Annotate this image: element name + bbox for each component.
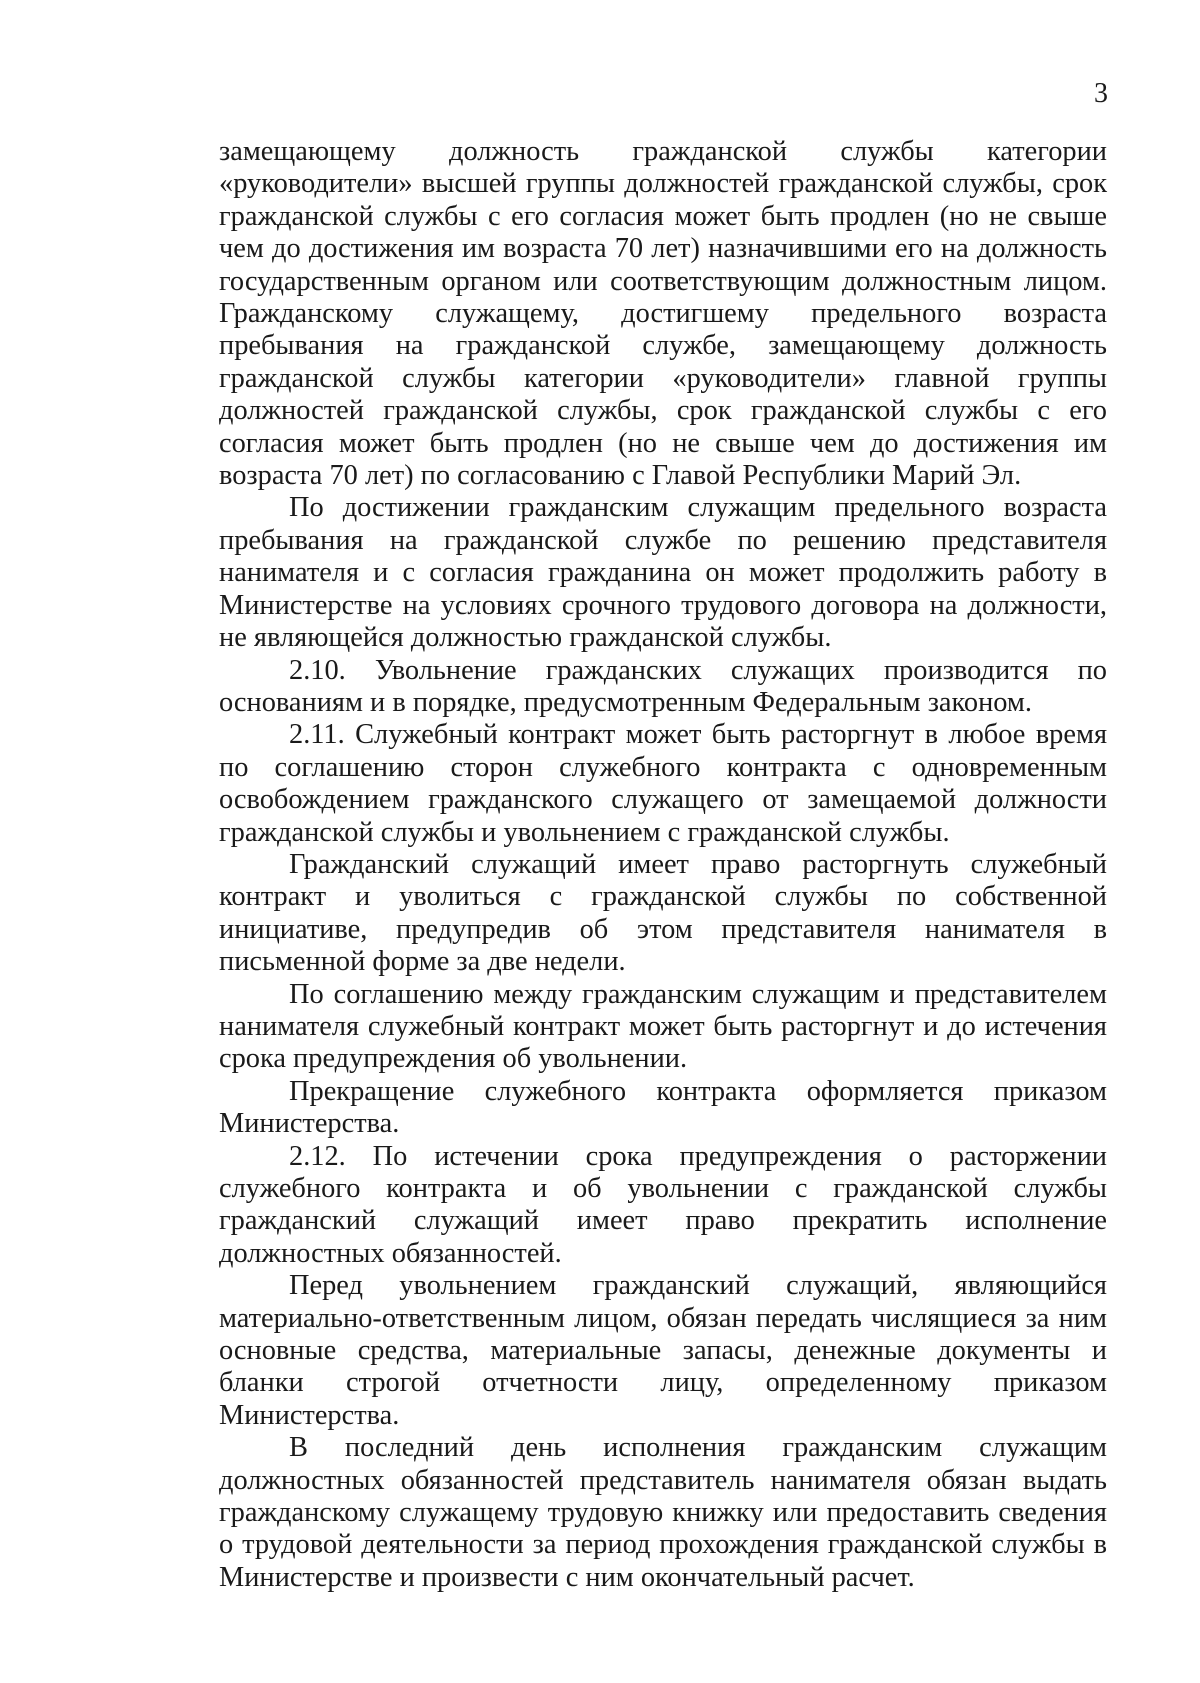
paragraph-2-12-notice-expiry: 2.12. По истечении срока предупреждения о расторжении служебного контракта и об увольнении с гражданской службы гражданский служащий имеет право прекратить исполнение должностных обязанностей.: [219, 1140, 1107, 1269]
paragraph-mutual-agreement: По соглашению между гражданским служащим и представителем нанимателя служебный контракт может быть расторгнут и до истечения срока предупреждения об увольнении.: [219, 978, 1107, 1075]
page-number: 3: [1094, 78, 1108, 109]
paragraph-2-10-dismissal: 2.10. Увольнение гражданских служащих производится по основаниям и в порядке, предусмотренным Федеральным законом.: [219, 654, 1107, 718]
paragraph-own-initiative: Гражданский служащий имеет право расторгнуть служебный контракт и уволиться с гражданской службы по собственной инициативе, предупредив об этом представителя нанимателя в письменной форме за две недели.: [219, 848, 1107, 978]
paragraph-termination-order: Прекращение служебного контракта оформляется приказом Министерства.: [219, 1075, 1107, 1140]
paragraph-continuation: замещающему должность гражданской службы категории «руководители» высшей группы должностей гражданской службы, срок гражданской службы с его согласия может быть продлен (но не свыше чем до достижения им возраста 70 лет) назначившими его на должность государственным органом или соответствующим должностным лицом. Гражданскому служащему, достигшему предельного возраста пребывания на гражданской службе, замещающему должность гражданской службы категории «руководители» главной группы должностей гражданской службы, срок гражданской службы с его согласия может быть продлен (но не свыше чем до достижения им возраста 70 лет) по согласованию с Главой Республики Марий Эл.: [219, 136, 1107, 492]
paragraph-last-day: В последний день исполнения гражданским служащим должностных обязанностей представитель нанимателя обязан выдать гражданскому служащему трудовую книжку или предоставить сведения о трудовой деятельности за период прохождения гражданской службы в Министерстве и произвести с ним окончательный расчет.: [219, 1432, 1107, 1593]
paragraph-material-responsibility: Перед увольнением гражданский служащий, являющийся материально-ответственным лицом, обязан передать числящиеся за ним основные средства, материальные запасы, денежные документы и бланки строгой отчетности лицу, определенному приказом Министерства.: [219, 1270, 1107, 1431]
document-body: [219, 136, 1107, 1594]
paragraph-2-11-contract-termination: 2.11. Служебный контракт может быть расторгнут в любое время по соглашению сторон служебного контракта с одновременным освобождением гражданского служащего от замещаемой должности гражданской службы и увольнением с гражданской службы.: [219, 719, 1107, 848]
paragraph-age-limit-extension: По достижении гражданским служащим предельного возраста пребывания на гражданской службе по решению представителя нанимателя и с согласия гражданина он может продолжить работу в Министерстве на условиях срочного трудового договора на должности, не являющейся должностью гражданской службы.: [219, 492, 1107, 654]
